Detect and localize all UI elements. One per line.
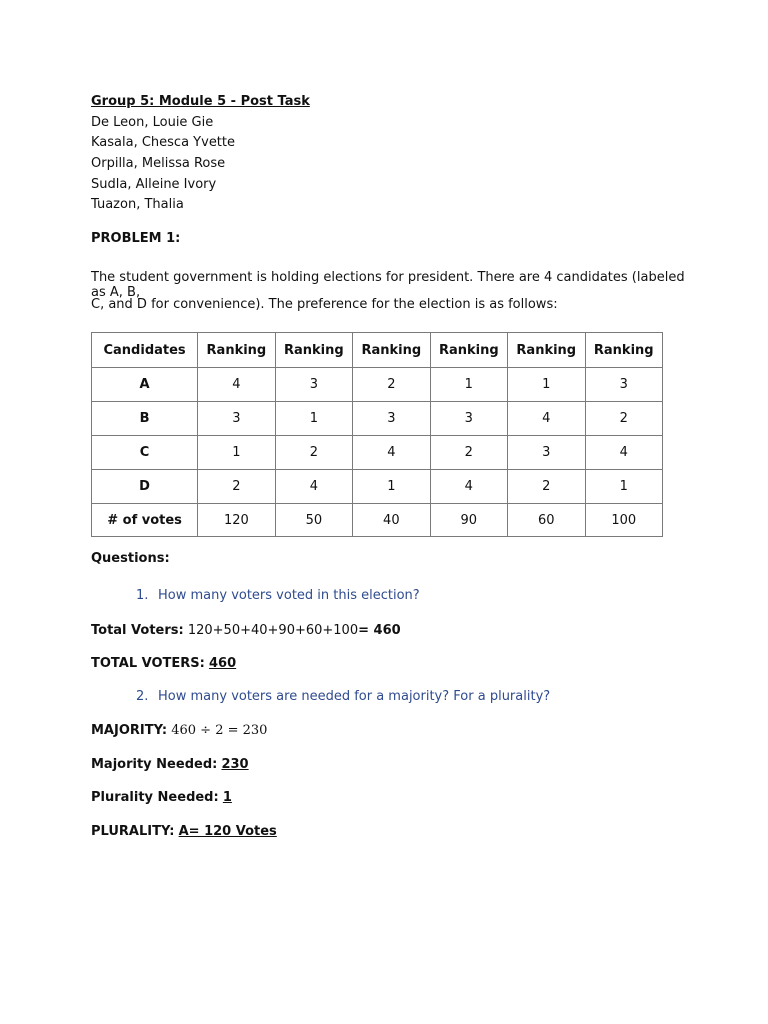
question-number: 2.	[136, 689, 149, 704]
table-header-cell: Ranking	[508, 333, 585, 368]
majority-needed-value: 230	[221, 757, 249, 772]
table-row	[92, 436, 663, 470]
table-cell: 4	[198, 368, 275, 402]
table-cell: 50	[275, 504, 352, 537]
table-header-cell: Candidates	[92, 333, 198, 368]
table-row	[92, 402, 663, 436]
plurality-needed-value: 1	[222, 790, 232, 805]
table-cell: 3	[353, 402, 430, 436]
plurality-needed-line	[91, 790, 232, 805]
table-cell: 60	[508, 504, 585, 537]
table-cell: 40	[353, 504, 430, 537]
table-row-label: C	[92, 436, 198, 470]
document-title: Group 5: Module 5 - Post Task	[91, 94, 310, 109]
total-voters-line	[91, 623, 401, 638]
table-cell: 1	[585, 470, 663, 504]
total-voters-caps-line	[91, 656, 236, 671]
table-header-cell: Ranking	[585, 333, 663, 368]
table-row-label: A	[92, 368, 198, 402]
member-name: De Leon, Louie Gie	[91, 115, 214, 130]
table-cell: 4	[508, 402, 585, 436]
problem-label: PROBLEM 1:	[91, 231, 181, 246]
table-cell: 1	[430, 368, 507, 402]
member-name: Sudla, Alleine Ivory	[91, 177, 217, 192]
table-cell: 1	[198, 436, 275, 470]
table-cell: 3	[508, 436, 585, 470]
table-header-cell: Ranking	[198, 333, 275, 368]
table-header-cell: Ranking	[275, 333, 352, 368]
majority-needed-label: Majority Needed:	[91, 757, 218, 772]
table-cell: 4	[353, 436, 430, 470]
table-cell: 1	[275, 402, 352, 436]
table-cell: 90	[430, 504, 507, 537]
question-text: How many voters voted in this election?	[158, 588, 420, 603]
question-2	[136, 689, 550, 704]
table-cell: 4	[430, 470, 507, 504]
total-voters-caps-label: TOTAL VOTERS:	[91, 656, 205, 671]
table-cell: 2	[353, 368, 430, 402]
table-cell: 2	[275, 436, 352, 470]
table-header-cell: Ranking	[353, 333, 430, 368]
table-cell: 2	[198, 470, 275, 504]
table-cell: 3	[585, 368, 663, 402]
question-text: How many voters are needed for a majority? For a plurality?	[158, 689, 551, 704]
table-cell: 2	[430, 436, 507, 470]
questions-heading: Questions:	[91, 551, 170, 566]
table-cell: 1	[508, 368, 585, 402]
member-name: Kasala, Chesca Yvette	[91, 135, 236, 150]
table-row-votes	[92, 504, 663, 537]
table-cell: 3	[275, 368, 352, 402]
problem-text-line2: C, and D for convenience). The preference for the election is as follows:	[91, 297, 558, 312]
plurality-label: PLURALITY:	[91, 824, 175, 839]
table-header-cell: Ranking	[430, 333, 507, 368]
table-cell: 4	[585, 436, 663, 470]
member-name: Orpilla, Melissa Rose	[91, 156, 226, 171]
table-row-label: # of votes	[92, 504, 198, 537]
table-cell: 2	[585, 402, 663, 436]
total-voters-label: Total Voters:	[91, 623, 184, 638]
table-row-label: B	[92, 402, 198, 436]
table-row	[92, 368, 663, 402]
table-header-row	[92, 333, 663, 368]
member-name: Tuazon, Thalia	[91, 197, 184, 212]
table-cell: 3	[430, 402, 507, 436]
plurality-line	[91, 824, 277, 839]
table-row-label: D	[92, 470, 198, 504]
majority-expression: 460 ÷ 2 = 230	[171, 723, 268, 738]
table-cell: 100	[585, 504, 663, 537]
table-cell: 4	[275, 470, 352, 504]
total-voters-expression: 120+50+40+90+60+100	[187, 623, 359, 638]
plurality-value: A= 120 Votes	[178, 824, 277, 839]
total-voters-caps-value: 460	[209, 656, 237, 671]
preference-table	[91, 332, 663, 537]
table-cell: 120	[198, 504, 275, 537]
question-1	[136, 588, 420, 603]
plurality-needed-label: Plurality Needed:	[91, 790, 219, 805]
table-cell: 2	[508, 470, 585, 504]
table-cell: 1	[353, 470, 430, 504]
table-row	[92, 470, 663, 504]
majority-label: MAJORITY:	[91, 723, 168, 738]
total-voters-result: = 460	[358, 623, 401, 638]
majority-needed-line	[91, 757, 249, 772]
question-number: 1.	[136, 588, 149, 603]
problem-text-line1: The student government is holding elections for president. There are 4 candidates (labeled as A, B,	[91, 270, 685, 300]
table-cell: 3	[198, 402, 275, 436]
majority-line	[91, 723, 267, 738]
